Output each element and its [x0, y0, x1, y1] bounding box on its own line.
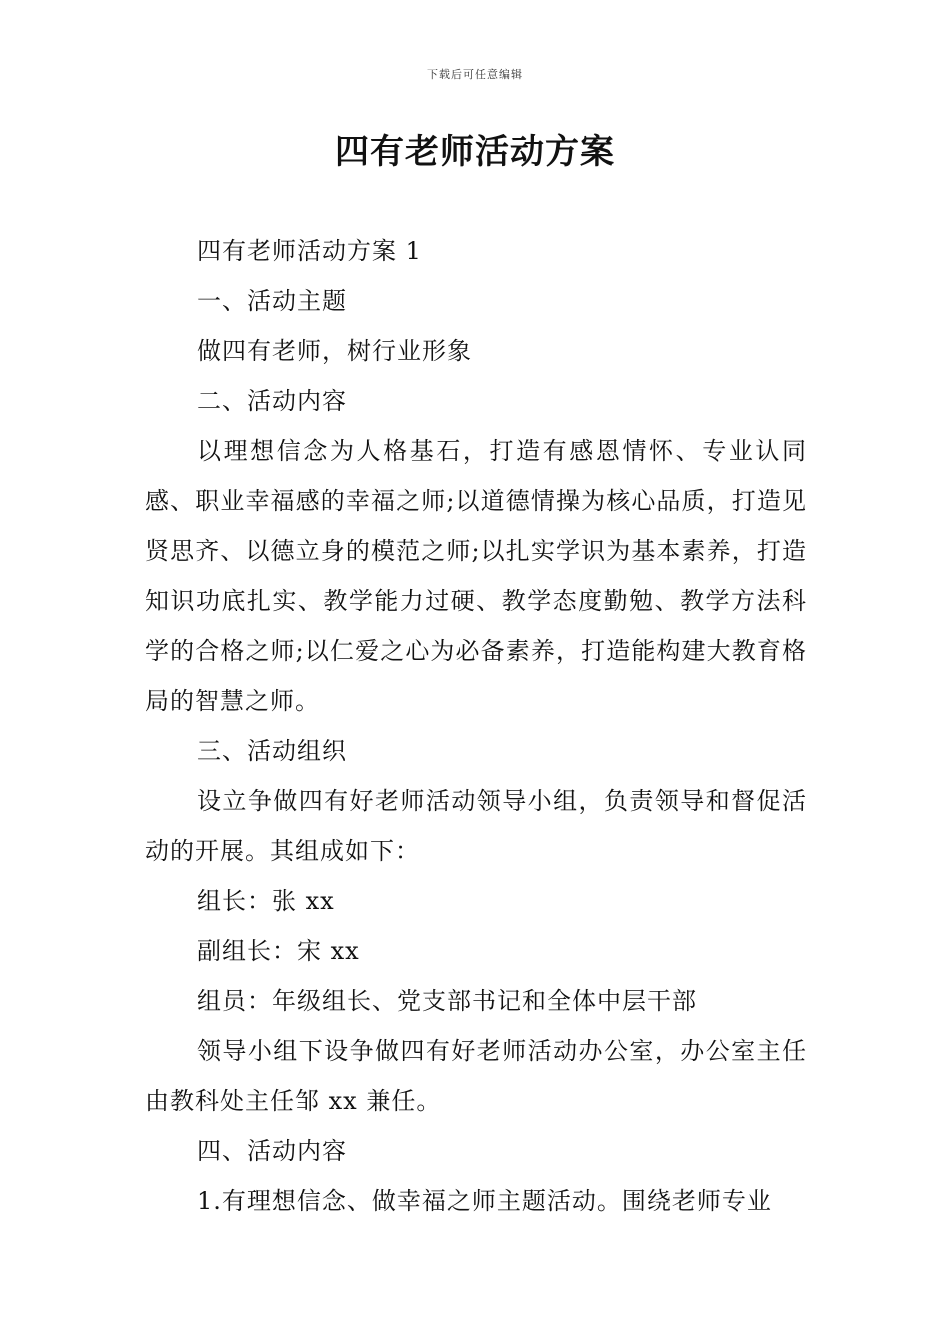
office-paragraph: 领导小组下设争做四有好老师活动办公室，办公室主任由教科处主任邹 xx 兼任。 — [145, 1037, 807, 1115]
section-heading-activities: 四、活动内容 — [197, 1137, 347, 1165]
leader-line: 组长：张 xx — [197, 887, 335, 915]
document-body — [145, 226, 807, 1226]
organization-paragraph: 设立争做四有好老师活动领导小组，负责领导和督促活动的开展。其组成如下： — [145, 787, 807, 865]
deputy-leader-line: 副组长：宋 xx — [197, 937, 360, 965]
header-note: 下载后可任意编辑 — [427, 68, 523, 81]
activity-item-1: 1.有理想信念、做幸福之师主题活动。围绕老师专业 — [197, 1187, 772, 1215]
subtitle-paragraph: 四有老师活动方案 1 — [197, 237, 422, 265]
section-heading-theme: 一、活动主题 — [197, 287, 347, 315]
theme-paragraph: 做四有老师，树行业形象 — [197, 337, 472, 365]
members-line: 组员：年级组长、党支部书记和全体中层干部 — [197, 987, 697, 1015]
content-paragraph: 以理想信念为人格基石，打造有感恩情怀、专业认同感、职业幸福感的幸福之师;以道德情操为核心品质，打造见贤思齐、以德立身的模范之师;以扎实学识为基本素养，打造知识功底扎实、教学能力过硬、教学态度勤勉、教学方法科学的合格之师;以仁爱之心为必备素养，打造能构建大教育格局的智慧之师。 — [145, 437, 807, 715]
section-heading-content: 二、活动内容 — [197, 387, 347, 415]
document-title: 四有老师活动方案 — [335, 132, 615, 172]
section-heading-organization: 三、活动组织 — [197, 737, 347, 765]
